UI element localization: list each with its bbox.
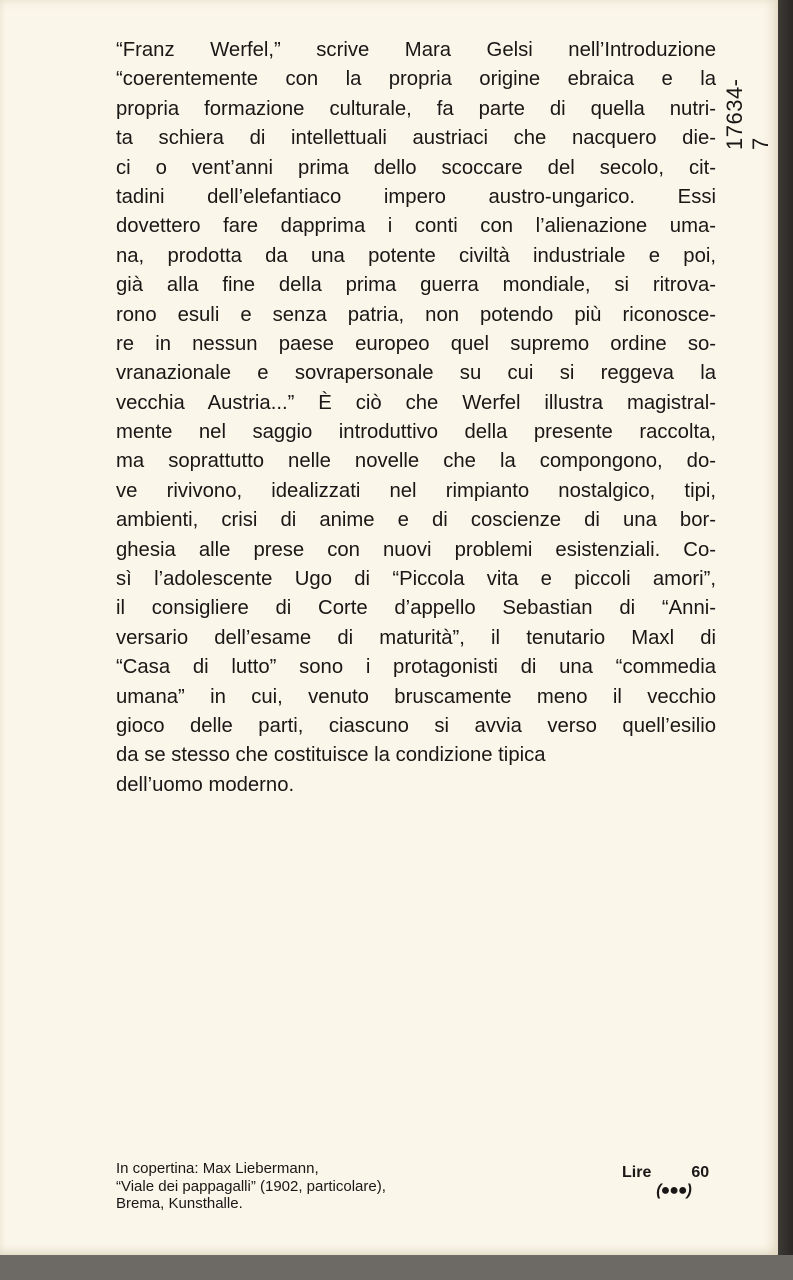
blurb-line: gioco delle parti, ciascuno si avvia verso quell’esilio: [116, 714, 716, 737]
blurb-line: il consigliere di Corte d’appello Sebastian di “Anni-: [116, 597, 716, 620]
blurb-line: dovettero fare dapprima i conti con l’alienazione uma-: [116, 215, 716, 238]
blurb-line: dell’uomo moderno.: [116, 773, 295, 796]
blurb-line: “Franz Werfel,” scrive Mara Gelsi nell’Introduzione: [116, 39, 716, 61]
blurb-line: vranazionale e sovrapersonale su cui si reggeva la: [116, 362, 716, 385]
blurb-line: rono esuli e senza patria, non potendo più riconosce-: [116, 303, 716, 326]
blurb-line: “Casa di lutto” sono i protagonisti di una “commedia: [116, 656, 716, 679]
price-category: (●●●): [656, 1182, 691, 1199]
blurb-line: ci o vent’anni prima dello scoccare del secolo, cit-: [116, 156, 716, 179]
price-label: Lire: [622, 1164, 652, 1181]
blurb-line: ve rivivono, idealizzati nel rimpianto nostalgico, tipi,: [116, 479, 716, 502]
price-smudge: [651, 1166, 691, 1180]
price-digits: 60: [691, 1164, 710, 1181]
blurb-line: ambienti, crisi di anime e di coscienze di una bor-: [116, 509, 716, 532]
blurb-line: vecchia Austria...” È ciò che Werfel illustra magistral-: [116, 391, 716, 414]
blurb-line: “coerentemente con la propria origine ebraica e la: [116, 68, 716, 91]
caption-line: “Viale dei pappagalli” (1902, particolare),: [116, 1177, 386, 1195]
blurb-line: ma soprattutto nelle novelle che la compongono, do-: [116, 450, 716, 473]
price-block: [622, 1164, 709, 1200]
blurb-line: propria formazione culturale, fa parte di quella nutri-: [116, 97, 716, 120]
blurb-line: versario dell’esame di maturità”, il tenutario Maxl di: [116, 626, 716, 649]
catalog-code: 17634-7: [722, 78, 773, 150]
blurb-text: [116, 36, 716, 800]
scan-edge-right: [778, 0, 793, 1280]
blurb-line: sì l’adolescente Ugo di “Piccola vita e piccoli amori”,: [116, 568, 716, 591]
scan-edge-bottom: [0, 1255, 793, 1280]
blurb-line: mente nel saggio introduttivo della presente raccolta,: [116, 421, 716, 444]
caption-line: Brema, Kunsthalle.: [116, 1195, 243, 1212]
blurb-line: ghesia alle prese con nuovi problemi esistenziali. Co-: [116, 538, 716, 561]
blurb-line: da se stesso che costituisce la condizione tipica: [116, 744, 546, 767]
blurb-line: già alla fine della prima guerra mondiale, si ritrova-: [116, 274, 716, 297]
blurb-line: na, prodotta da una potente civiltà industriale e poi,: [116, 244, 716, 267]
blurb-line: tadini dell’elefantiaco impero austro-ungarico. Essi: [116, 185, 716, 208]
blurb-line: ta schiera di intellettuali austriaci che nacquero die-: [116, 127, 716, 150]
cover-caption: [116, 1160, 386, 1213]
blurb-line: re in nessun paese europeo quel supremo ordine so-: [116, 332, 716, 355]
blurb-line: umana” in cui, venuto bruscamente meno il vecchio: [116, 685, 716, 708]
caption-line: In copertina: Max Liebermann,: [116, 1160, 319, 1177]
